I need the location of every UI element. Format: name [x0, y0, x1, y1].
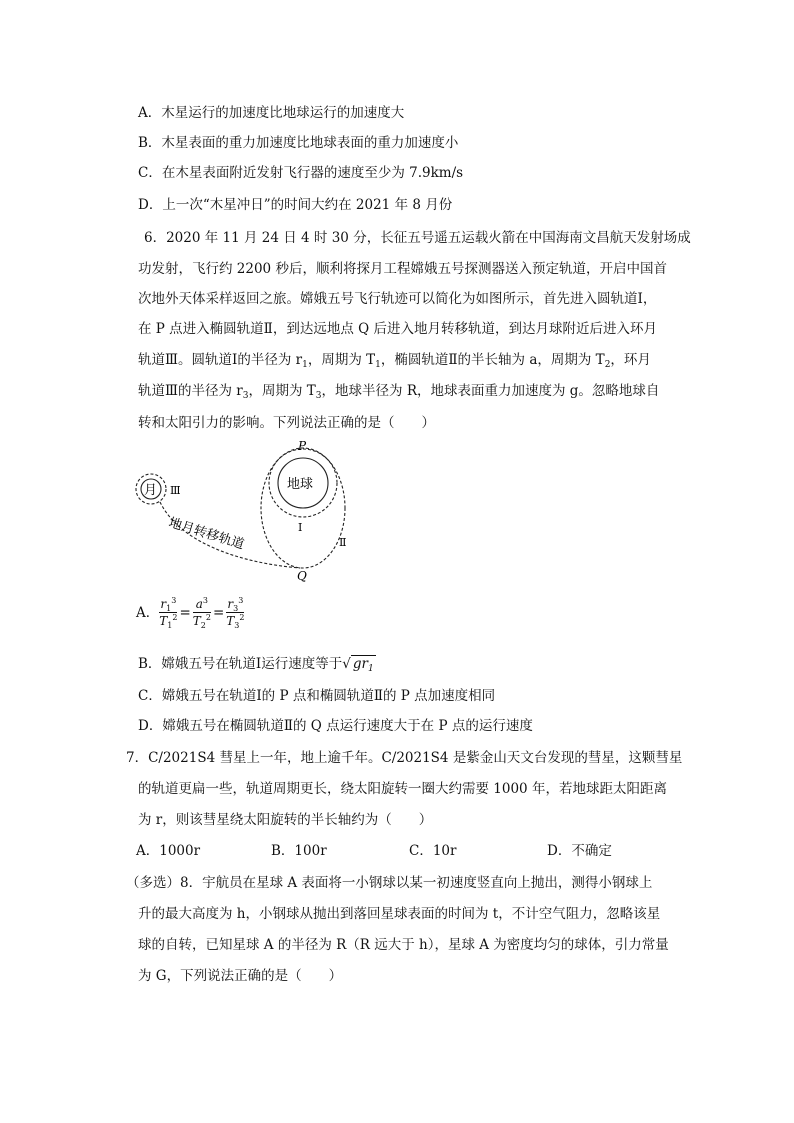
sqrt-expression: √ $gr_1$: [342, 656, 374, 674]
transfer-orbit-label: 地月转移轨道: [166, 515, 246, 553]
q6-option-c: C．嫦娥五号在轨道Ⅰ的 P 点和椭圆轨道Ⅱ的 P 点加速度相同: [138, 688, 496, 704]
point-q-label: Q: [297, 569, 307, 583]
orbit-iii-label: Ⅲ: [170, 484, 181, 497]
orbit-diagram: [130, 438, 370, 586]
q8-line-4: 为 G，下列说法正确的是（ ）: [138, 968, 343, 984]
q8-line-2: 升的最大高度为 h，小钢球从抛出到落回星球表面的时间为 t，不计空气阻力，忽略该星: [138, 906, 661, 922]
fraction-1: $\frac{r_1^3}{T_1^2}$: [159, 596, 178, 630]
q5-option-d: D．上一次“木星冲日”的时间大约在 2021 年 8 月份: [138, 197, 453, 213]
fraction-3: $\frac{r_3^3}{T_3^2}$: [226, 596, 245, 630]
q7-line-3: 为 r，则该彗星绕太阳旋转的半长轴约为（ ）: [138, 812, 433, 828]
q5-option-c: C．在木星表面附近发射飞行器的速度至少为 7.9km/s: [138, 165, 464, 181]
orbit-i-label: Ⅰ: [298, 521, 303, 534]
q6-line-4: 在 P 点进入椭圆轨道Ⅱ，到达远地点 Q 后进入地月转移轨道，到达月球附近后进入环月: [138, 321, 657, 337]
q6-option-d: D．嫦娥五号在椭圆轨道Ⅱ的 Q 点运行速度大于在 P 点的运行速度: [138, 718, 533, 734]
q7-line-2: 的轨道更扁一些，轨道周期更长，绕太阳旋转一圈大约需要 1000 年，若地球距太阳距离: [138, 781, 667, 797]
q6-line-5: 轨道Ⅲ。圆轨道Ⅰ的半径为 $r_1$，周期为 $T_1$，椭圆轨道Ⅱ的半长轴为 a，周期为 $T_2$，环月: [138, 352, 651, 370]
q6-line-6: 轨道Ⅲ的半径为 $r_3$，周期为 $T_3$，地球半径为 R，地球表面重力加速度为 g。忽略地球自: [138, 383, 660, 401]
q5-option-b: B．木星表面的重力加速度比地球表面的重力加速度小: [138, 135, 459, 151]
q8-line-1: （多选）8．宇航员在星球 A 表面将一小钢球以某一初速度竖直向上抛出，测得小钢球上: [126, 875, 653, 891]
q7-option-a: A．1000r: [136, 843, 201, 859]
fraction-2: $\frac{a^3}{T_2^2}$: [192, 596, 211, 630]
q6-line-7: 转和太阳引力的影响。下列说法正确的是（ ）: [138, 415, 435, 431]
q7-option-d: D．不确定: [547, 843, 612, 859]
q7-option-c: C．10r: [409, 843, 457, 859]
q6-line-3: 次地外天体采样返回之旅。嫦娥五号飞行轨迹可以简化为如图所示，首先进入圆轨道Ⅰ，: [138, 291, 657, 307]
point-p-label: P: [298, 439, 307, 453]
q6-line-2: 功发射，飞行约 2200 秒后，顺利将探月工程嫦娥五号探测器送入预定轨道，开启中国首: [138, 261, 667, 277]
q6-line-1: 6．2020 年 11 月 24 日 4 时 30 分，长征五号遥五运载火箭在中国海南文昌航天发射场成: [144, 230, 691, 246]
earth-label: 地球: [287, 477, 314, 492]
q7-line-1: 7．C/2021S4 彗星上一年，地上逾千年。C/2021S4 是紫金山天文台发现的彗星，这颗彗星: [126, 750, 683, 766]
q6-option-b: B．嫦娥五号在轨道Ⅰ运行速度等于√ $gr_1$: [138, 656, 374, 674]
q5-option-a: A．木星运行的加速度比地球运行的加速度大: [138, 105, 405, 121]
moon-label: 月: [144, 483, 158, 498]
q7-option-b: B．100r: [271, 843, 327, 859]
q8-line-3: 球的自转，已知星球 A 的半径为 R（R 远大于 h），星球 A 为密度均匀的球体，引力常量: [138, 937, 669, 953]
orbit-ii-label: Ⅱ: [339, 536, 347, 549]
q6-option-a: A． $\frac{r_1^3}{T_1^2}$ = $\frac{a^3}{T_2^2}$ = $\frac{r_3^3}{T_3^2}$: [136, 596, 245, 630]
